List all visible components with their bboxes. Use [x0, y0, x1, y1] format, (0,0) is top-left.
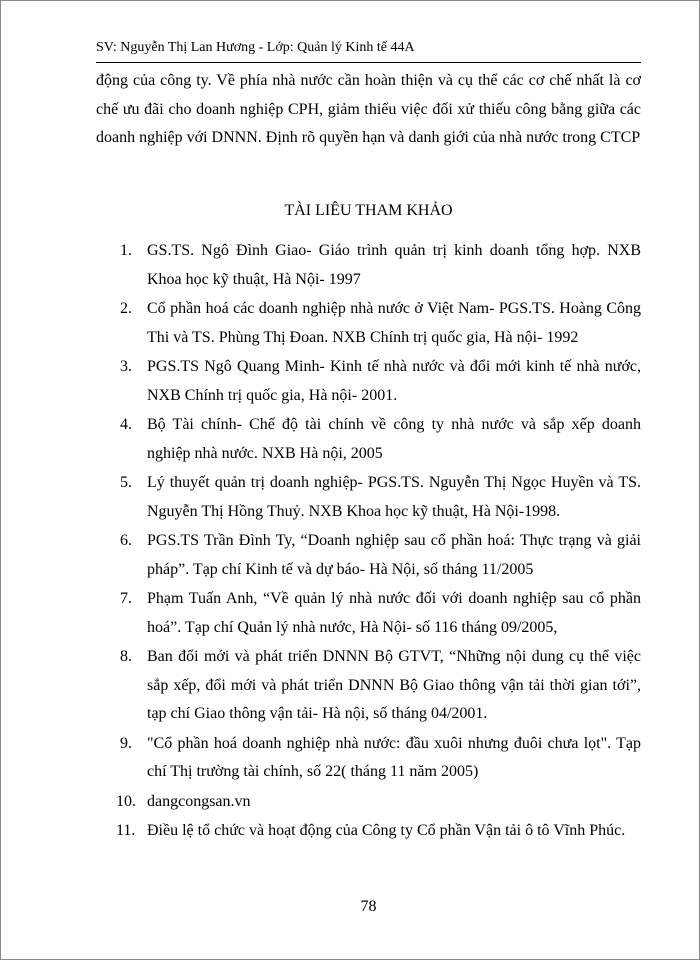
- reference-number: 10.: [116, 792, 136, 810]
- reference-text: GS.TS. Ngô Đình Giao- Giáo trình quản trị kinh doanh tổng hợp. NXB Khoa học kỹ thuật, Hà Nội- 1997: [147, 242, 641, 288]
- reference-number: 4.: [120, 416, 132, 433]
- reference-number: 3.: [120, 358, 132, 375]
- reference-text: PGS.TS Ngô Quang Minh- Kinh tế nhà nước và đổi mới kinh tế nhà nước, NXB Chính trị quốc gia, Hà nội- 2001.: [147, 358, 641, 404]
- reference-number: 9.: [120, 734, 132, 752]
- reference-item: [96, 527, 641, 584]
- reference-item: [96, 411, 641, 468]
- reference-item: [96, 817, 641, 846]
- reference-list: [96, 237, 641, 847]
- reference-text: Cổ phần hoá các doanh nghiệp nhà nước ở Việt Nam- PGS.TS. Hoàng Công Thi và TS. Phùng Thị Đoan. NXB Chính trị quốc gia, Hà nội- 1992: [147, 300, 641, 346]
- reference-number: 5.: [120, 474, 132, 491]
- page-number: 78: [360, 898, 377, 915]
- reference-text: dangcongsan.vn: [147, 792, 251, 810]
- reference-text: "Cổ phần hoá doanh nghiệp nhà nước: đầu xuôi nhưng đuôi chưa lọt". Tạp chí Thị trường tài chính, số 22( tháng 11 năm 2005): [147, 734, 641, 780]
- reference-number: 1.: [120, 242, 132, 259]
- reference-text: Lý thuyết quản trị doanh nghiệp- PGS.TS. Nguyễn Thị Ngọc Huyền và TS. Nguyễn Thị Hồng Thuỷ. NXB Khoa học kỹ thuật, Hà Nội-1998.: [147, 474, 641, 520]
- reference-number: 8.: [120, 648, 132, 665]
- reference-item: [96, 643, 641, 729]
- reference-item: [96, 295, 641, 352]
- reference-text: Điều lệ tổ chức và hoạt động của Công ty Cổ phần Vận tải ô tô Vĩnh Phúc.: [147, 822, 626, 839]
- page-header: SV: Nguyễn Thị Lan Hương - Lớp: Quản lý Kinh tế 44A: [96, 40, 415, 55]
- reference-item: [96, 585, 641, 642]
- reference-item: [96, 469, 641, 526]
- reference-text: Bộ Tài chính- Chế độ tài chính về công ty nhà nước và sắp xếp doanh nghiệp nhà nước. NXB Hà nội, 2005: [147, 416, 641, 462]
- reference-number: 7.: [120, 590, 132, 607]
- header-divider: [96, 62, 641, 63]
- intro-paragraph: động của công ty. Về phía nhà nước cần hoàn thiện và cụ thể các cơ chế nhất là cơ chế ưu đãi cho doanh nghiệp CPH, giảm thiểu việc đối xử thiếu công bằng giữa các doanh nghiệp với DNNN. Định rõ quyền hạn và danh giới của nhà nước trong CTCP: [96, 72, 641, 146]
- reference-number: 6.: [120, 532, 132, 549]
- reference-number: 2.: [120, 300, 132, 317]
- reference-item: [96, 730, 641, 787]
- reference-text: PGS.TS Trần Đình Ty, “Doanh nghiệp sau cổ phần hoá: Thực trạng và giải pháp”. Tạp chí Kinh tế và dự báo- Hà Nội, số tháng 11/2005: [147, 532, 641, 578]
- reference-item: [96, 788, 641, 817]
- references-title: TÀI LIÊU THAM KHẢO: [284, 202, 453, 219]
- reference-text: Ban đổi mới và phát triển DNNN Bộ GTVT, “Những nội dung cụ thể việc sắp xếp, đổi mới và phát triển DNNN Bộ Giao thông vận tải thời gian tới”, tạp chí Giao thông vận tải- Hà nội, số tháng 04/2001.: [147, 648, 641, 722]
- reference-item: [96, 353, 641, 410]
- reference-item: [96, 237, 641, 294]
- reference-number: 11.: [116, 822, 136, 839]
- reference-text: Phạm Tuấn Anh, “Về quản lý nhà nước đối với doanh nghiệp sau cổ phần hoá”. Tạp chí Quản lý nhà nước, Hà Nội- số 116 tháng 09/2005,: [147, 590, 641, 636]
